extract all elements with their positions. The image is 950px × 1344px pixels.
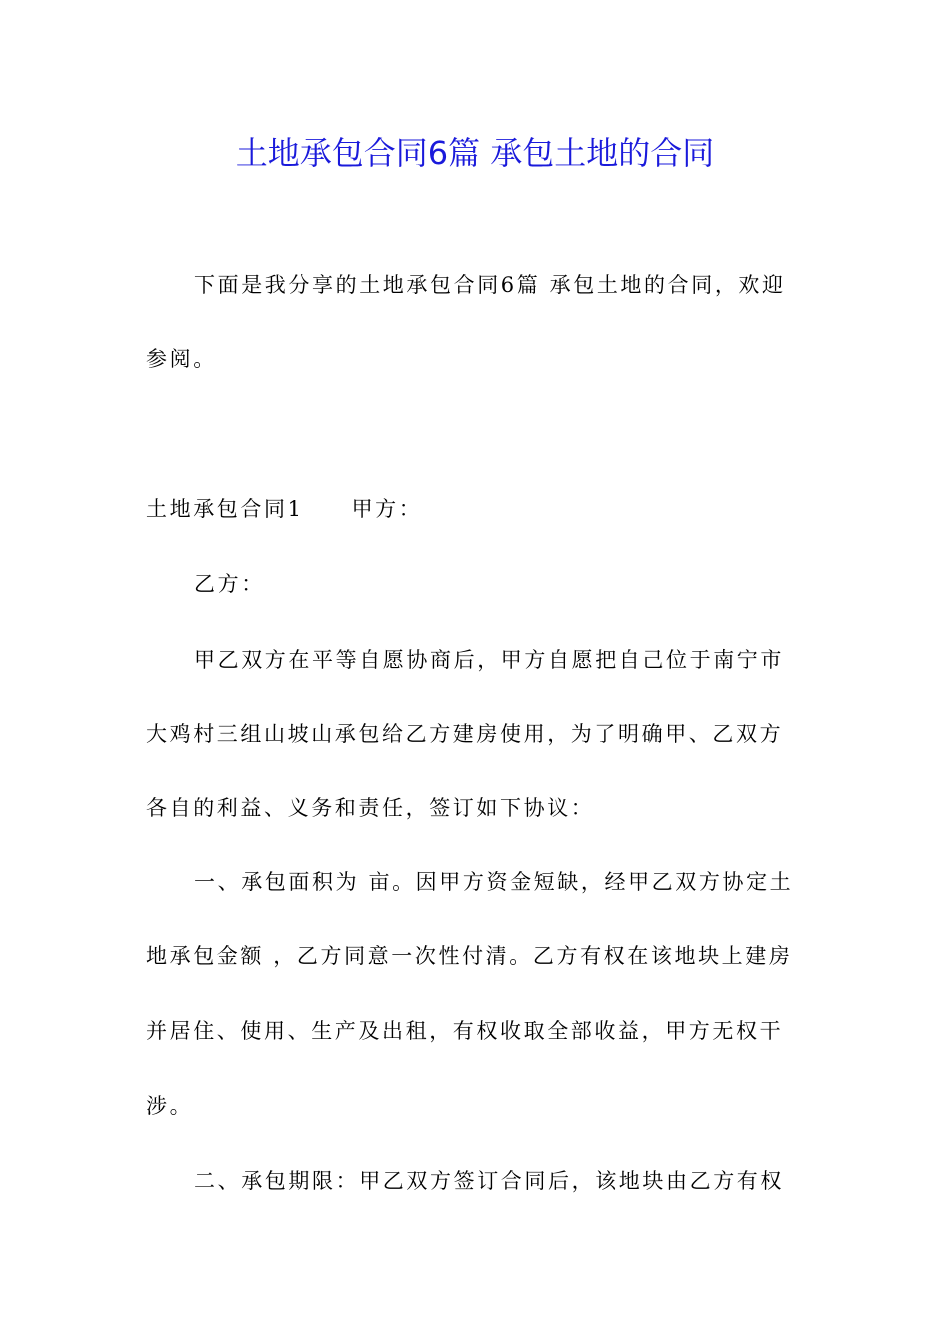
body-line-5: 地承包金额 ，乙方同意一次性付清。乙方有权在该地块上建房 [146,944,793,968]
contract-heading-line [146,494,810,524]
body-line-3: 各自的利益、义务和责任，签订如下协议： [146,796,595,820]
intro-line-1: 下面是我分享的土地承包合同6篇 承包土地的合同，欢迎 [194,273,786,297]
body-line-4: 一、承包面积为 亩。因甲方资金短缺，经甲乙双方协定土 [194,870,794,894]
body-line-6: 并居住、使用、生产及出租，有权收取全部收益，甲方无权干 [146,1019,784,1043]
body-line-2: 大鸡村三组山坡山承包给乙方建房使用，为了明确甲、乙双方 [146,722,784,746]
contract-heading: 土地承包合同1 [146,497,304,521]
party-b-label: 乙方： [194,572,265,596]
intro-line-2: 参阅。 [146,347,217,371]
document-title: 土地承包合同6篇 承包土地的合同 [235,134,715,172]
body-line-8: 二、承包期限：甲乙双方签订合同后，该地块由乙方有权 [194,1169,784,1193]
body-line-7: 涉。 [146,1094,194,1118]
party-a-label: 甲方： [351,497,423,521]
body-line-1: 甲乙双方在平等自愿协商后，甲方自愿把自己位于南宁市 [194,648,784,672]
